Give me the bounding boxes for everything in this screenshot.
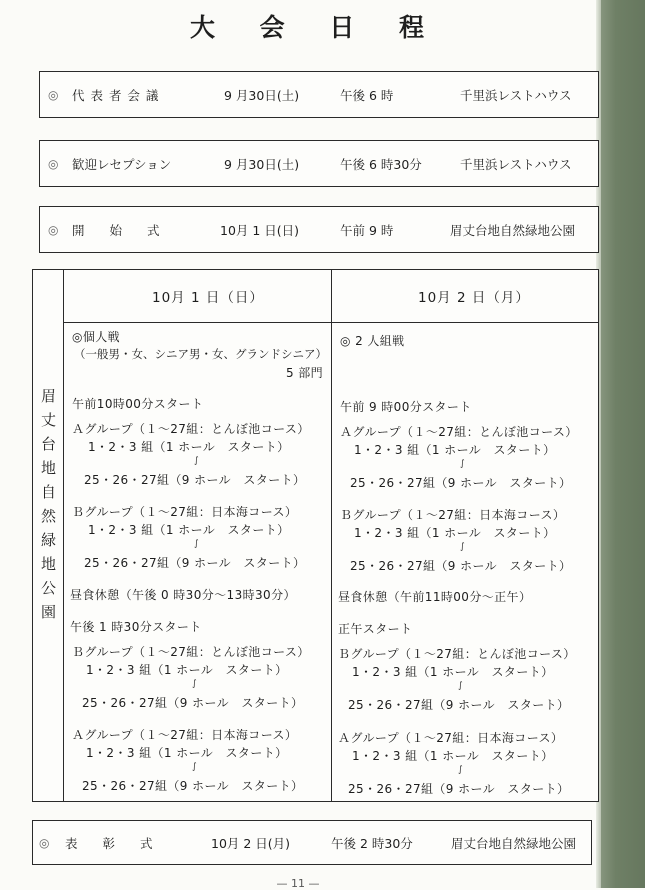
schedule-table (32, 269, 599, 802)
day2-lunch-break: 昼食休憩（午前11時00分～正午） (338, 590, 532, 604)
day2-block4-last: 25・26・27組（9 ホール スタート） (348, 782, 570, 796)
event-venue: 眉丈台地自然緑地公園 (450, 222, 576, 238)
day1-block2-first: 1・2・3 組（1 ホール スタート） (88, 523, 290, 537)
day2-block1-range-mark: ∫ (460, 459, 465, 469)
day1-event-title: ◎個人戦 (72, 330, 121, 344)
event-time: 午前 9 時 (340, 222, 394, 238)
day2-block2-group: Ｂグループ（１～27組：日本海コース） (340, 508, 566, 522)
bullet-mark: ◎ (48, 222, 59, 237)
day2-event-title: ◎ 2 人組戦 (340, 334, 405, 348)
bullet-mark: ◎ (39, 835, 50, 850)
event-row-representatives-meeting (39, 71, 599, 118)
event-name: 代 表 者 会 議 (72, 87, 160, 103)
day2-block1-last: 25・26・27組（9 ホール スタート） (350, 476, 572, 490)
day1-column (64, 270, 332, 801)
event-time: 午後 6 時 (340, 87, 394, 103)
day1-block2-range-mark: ∫ (194, 539, 199, 549)
venue-column (33, 270, 64, 801)
day1-block1-last: 25・26・27組（9 ホール スタート） (84, 473, 306, 487)
event-venue: 千里浜レストハウス (460, 87, 572, 103)
event-time: 午後 2 時30分 (331, 835, 413, 851)
day1-header-label: 10月 1 日（日） (152, 290, 264, 306)
day2-block4-range-mark: ∫ (458, 765, 463, 775)
page-edge (596, 0, 645, 888)
day1-block2-last: 25・26・27組（9 ホール スタート） (84, 556, 306, 570)
event-venue: 千里浜レストハウス (460, 156, 572, 172)
event-name: 開 始 式 (72, 222, 160, 238)
day2-block1-group: Ａグループ（１～27組：とんぼ池コース） (340, 425, 578, 439)
day1-block3-group: Ｂグループ（１～27組：とんぼ池コース） (72, 645, 310, 659)
event-name: 表 彰 式 (65, 835, 153, 851)
day2-afternoon-start: 正午スタート (338, 622, 413, 636)
event-date: 10月 2 日(月) (211, 835, 291, 851)
day1-block1-group: Ａグループ（１～27組：とんぼ池コース） (72, 422, 310, 436)
day2-block3-first: 1・2・3 組（1 ホール スタート） (352, 665, 554, 679)
day1-block1-first: 1・2・3 組（1 ホール スタート） (88, 440, 290, 454)
day1-block1-range-mark: ∫ (194, 456, 199, 466)
day2-block3-last: 25・26・27組（9 ホール スタート） (348, 698, 570, 712)
event-row-award-ceremony (32, 820, 592, 865)
day1-event-categories: （一般男・女、シニア男・女、グランドシニア） (74, 347, 327, 361)
day1-block4-group: Ａグループ（１～27組：日本海コース） (72, 728, 298, 742)
day2-block4-group: Ａグループ（１～27組：日本海コース） (338, 731, 564, 745)
day2-block2-range-mark: ∫ (460, 542, 465, 552)
day2-column (332, 270, 598, 801)
day1-block3-first: 1・2・3 組（1 ホール スタート） (86, 663, 288, 677)
day1-block2-group: Ｂグループ（１～27組：日本海コース） (72, 505, 298, 519)
event-date: 10月 1 日(日) (220, 222, 300, 238)
venue-label: 眉丈台地自然緑地公園 (39, 388, 57, 628)
day2-block2-first: 1・2・3 組（1 ホール スタート） (354, 526, 556, 540)
day2-header-label: 10月 2 日（月） (418, 290, 530, 306)
day2-header (332, 270, 598, 323)
event-venue: 眉丈台地自然緑地公園 (451, 835, 577, 851)
bullet-mark: ◎ (48, 87, 59, 102)
day2-morning-start: 午前 9 時00分スタート (340, 400, 472, 414)
event-row-welcome-reception (39, 140, 599, 187)
day1-event-count: 5 部門 (286, 366, 324, 380)
event-date: 9 月30日(土) (224, 156, 300, 172)
day1-lunch-break: 昼食休憩（午後 0 時30分～13時30分） (70, 588, 296, 602)
day1-afternoon-start: 午後 1 時30分スタート (70, 620, 202, 634)
event-name: 歓迎レセプション (72, 156, 172, 172)
day1-block3-last: 25・26・27組（9 ホール スタート） (82, 696, 304, 710)
day1-block3-range-mark: ∫ (192, 679, 197, 689)
event-date: 9 月30日(土) (224, 87, 300, 103)
page-number: — 11 — (276, 877, 320, 890)
day1-block4-range-mark: ∫ (192, 762, 197, 772)
day2-block1-first: 1・2・3 組（1 ホール スタート） (354, 443, 556, 457)
day2-block3-range-mark: ∫ (458, 681, 463, 691)
day2-block3-group: Ｂグループ（１～27組：とんぼ池コース） (338, 647, 576, 661)
event-row-opening-ceremony (39, 206, 599, 253)
day1-block4-last: 25・26・27組（9 ホール スタート） (82, 779, 304, 793)
day1-morning-start: 午前10時00分スタート (72, 397, 204, 411)
bullet-mark: ◎ (48, 156, 59, 171)
day2-block4-first: 1・2・3 組（1 ホール スタート） (352, 749, 554, 763)
page-title: 大 会 日 程 (189, 13, 443, 42)
day1-header (64, 270, 331, 323)
day2-block2-last: 25・26・27組（9 ホール スタート） (350, 559, 572, 573)
event-time: 午後 6 時30分 (340, 156, 422, 172)
day1-block4-first: 1・2・3 組（1 ホール スタート） (86, 746, 288, 760)
